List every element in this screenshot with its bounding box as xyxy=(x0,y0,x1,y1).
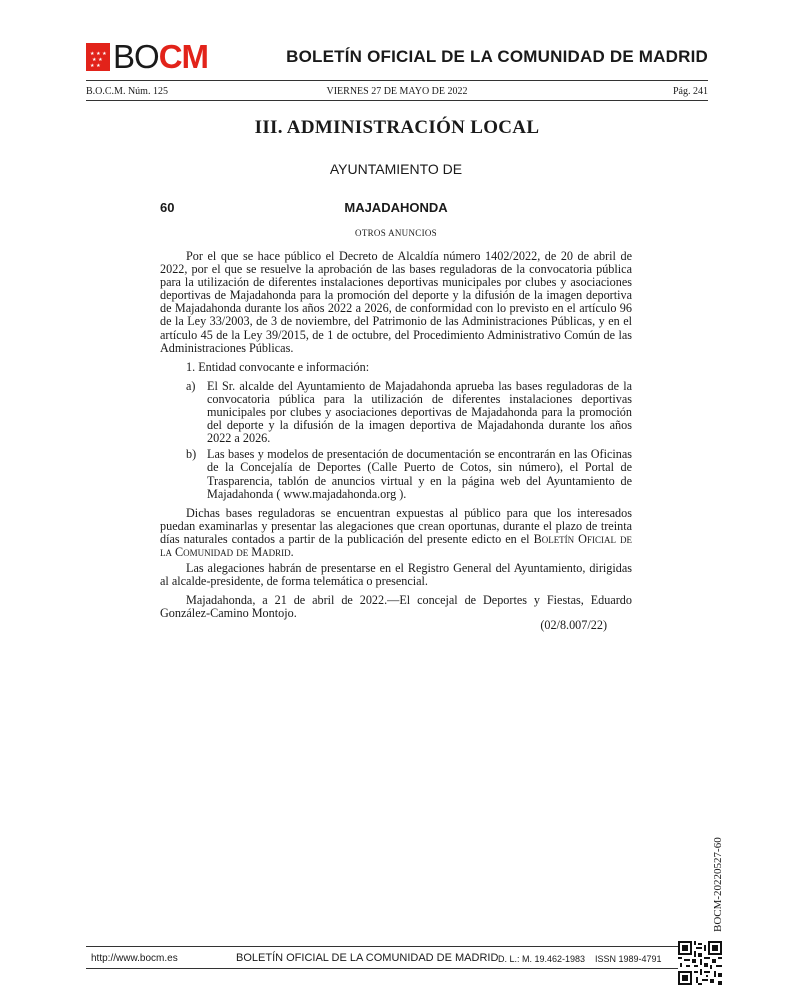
signature-paragraph: Majadahonda, a 21 de abril de 2022.—El concejal de Deportes y Fiestas, Eduardo González-Camino Montojo. xyxy=(160,593,632,621)
item-heading: 1. Entidad convocante e información: xyxy=(186,359,370,374)
footer-title: BOLETÍN OFICIAL DE LA COMUNIDAD DE MADRID xyxy=(236,952,499,964)
footer-rule xyxy=(86,946,708,947)
page-number: Pág. 241 xyxy=(673,86,708,97)
list-marker: a) xyxy=(186,378,196,393)
header-rule xyxy=(86,80,708,81)
list-item-text: El Sr. alcalde del Ayuntamiento de Majadahonda aprueba las bases reguladoras de la convocatoria pública para la utilización de diferentes instalaciones deportivas municipales por clubes y asociaciones deportivas de Majadahonda para la promoción del deporte y la difusión de la imagen deportiva de Majadahonda durante los años 2022 a 2026. xyxy=(207,378,632,446)
reference-code: (02/8.007/22) xyxy=(540,618,607,632)
list-item xyxy=(160,448,632,500)
issn: ISSN 1989-4791 xyxy=(595,954,662,964)
issue-date: VIERNES 27 DE MAYO DE 2022 xyxy=(326,86,468,97)
logo-text-cm: CM xyxy=(158,38,209,75)
bulletin-number: B.O.C.M. Núm. 125 xyxy=(86,86,168,97)
exposure-paragraph xyxy=(160,507,632,559)
footer-url-link[interactable]: http://www.bocm.es xyxy=(91,953,178,964)
madrid-flag-icon: ★ ★ ★ ★ ★ ★ ★ xyxy=(86,43,110,71)
legal-deposit: D. L.: M. 19.462-1983 xyxy=(498,954,586,964)
bocm-logo xyxy=(86,38,209,75)
list-item xyxy=(160,380,632,445)
announcement-number: 60 xyxy=(160,200,175,215)
announcement-body xyxy=(160,250,632,620)
footer-rule-bottom xyxy=(86,968,708,969)
journal-title: BOLETÍN OFICIAL DE LA COMUNIDAD DE MADRID xyxy=(286,47,708,66)
header-rule-bottom xyxy=(86,100,708,101)
list-marker: b) xyxy=(186,447,197,462)
category-heading: OTROS ANUNCIOS xyxy=(355,228,437,238)
section-title: III. ADMINISTRACIÓN LOCAL xyxy=(254,117,540,138)
municipality-heading: MAJADAHONDA xyxy=(344,200,448,215)
registry-paragraph: Las alegaciones habrán de presentarse en el Registro General del Ayuntamiento, dirigidas al alcalde-presidente, de forma telemática o presencial. xyxy=(160,561,632,589)
logo-text-bo: BO xyxy=(113,38,159,75)
entity-heading: AYUNTAMIENTO DE xyxy=(329,161,463,177)
list-item-text: Las bases y modelos de presentación de documentación se encontrarán en las Oficinas de la Concejalía de Deportes (Calle Puerto de Cotos, sin número), el Portal de Trasparencia, tablón de anuncios virtual y en la página web del Ayuntamiento de Majadahonda ( www.majadahonda.org ). xyxy=(207,447,632,501)
document-code-vertical: BOCM-20220527-60 xyxy=(712,837,724,932)
exposure-text: Dichas bases reguladoras se encuentran expuestas al público para que los interesados puedan examinarlas y presentar las alegaciones que crean oportunas, durante el plazo de treinta días naturales contados a partir de la publicación del presente edicto en el xyxy=(160,505,632,546)
exposure-end: . xyxy=(290,544,294,559)
journal-name-inline: Boletín Oficial de la Comunidad de Madrid xyxy=(160,531,632,559)
qr-code-icon xyxy=(678,941,722,985)
intro-paragraph: Por el que se hace público el Decreto de Alcaldía número 1402/2022, de 20 de abril de 2022, por el que se resuelve la aprobación de las bases reguladoras de la convocatoria pública para la utilización de diferentes instalaciones deportivas municipales por clubes y asociaciones deportivas de Majadahonda para la promoción del deporte y la difusión de la imagen deportiva de Majadahonda durante los años 2022 a 2026, de conformidad con lo previsto en el artículo 96 de la Ley 33/2003, de 3 de noviembre, del Patrimonio de las Administraciones Públicas, y en el artículo 45 de la Ley 39/2015, de 1 de octubre, del Procedimiento Administrativo Común de las Administraciones Públicas. xyxy=(160,249,632,355)
